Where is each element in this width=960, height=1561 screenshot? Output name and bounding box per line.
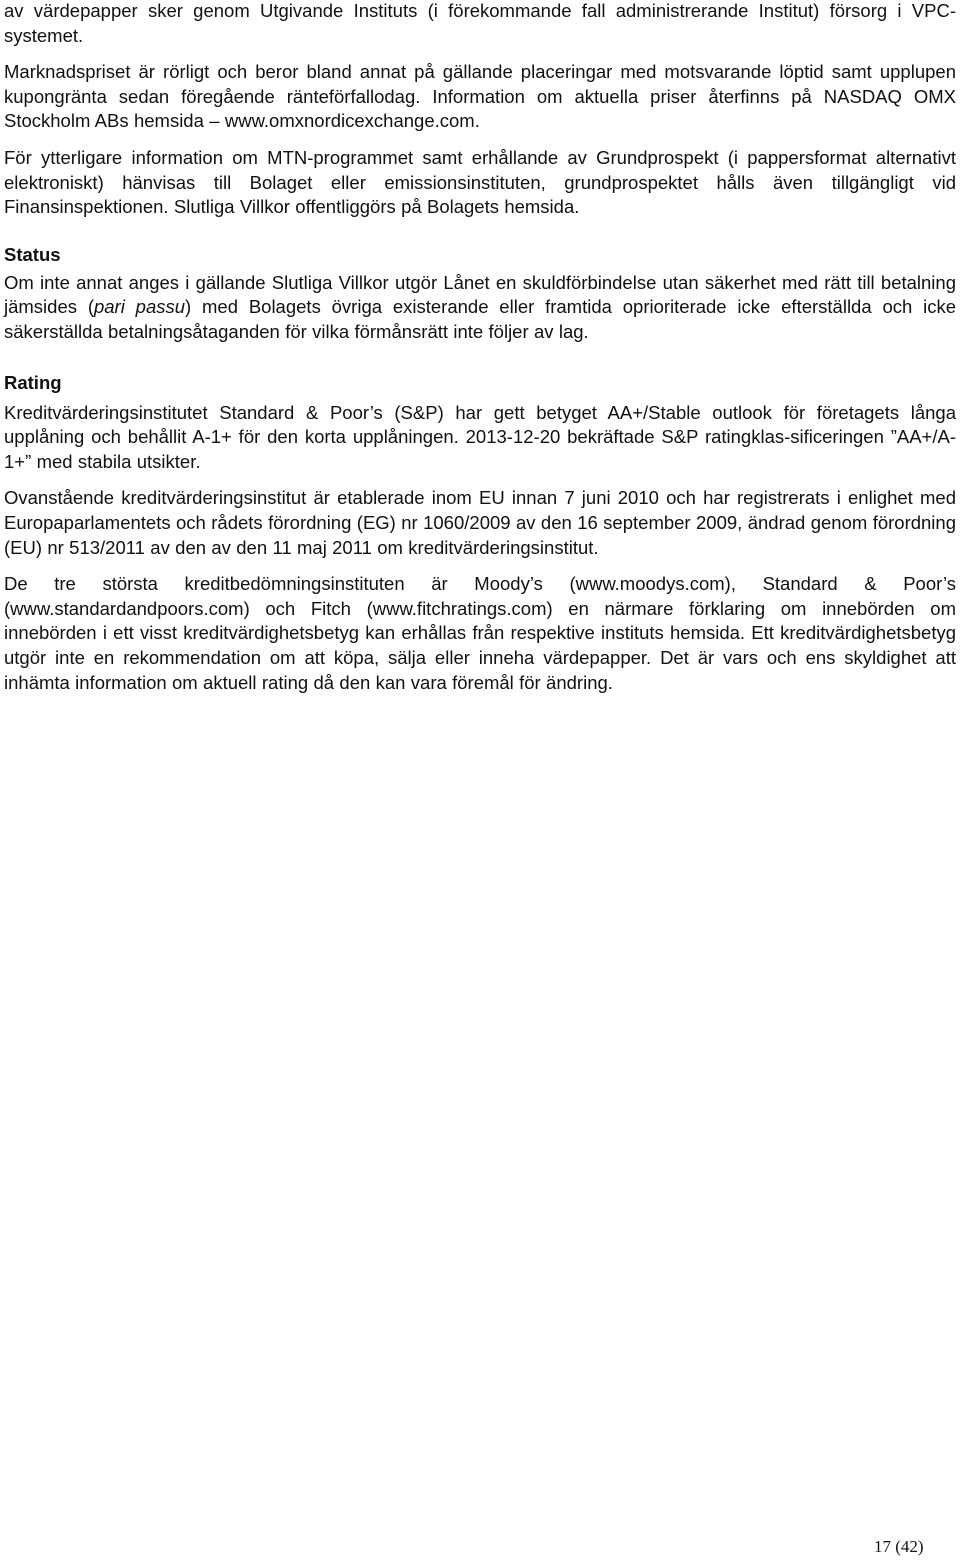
paragraph-further-information (4, 146, 956, 220)
section-heading-status: Status (4, 244, 61, 265)
status-text-before: Om inte annat anges i gällande Slutliga Villkor utgör Lånet en skuldförbindelse utan säkerhet med rätt till betalning jämsides ( (4, 271, 956, 318)
status-text-italic: pari passu (93, 296, 186, 318)
rating-paragraph-2: Ovanstående kreditvärderingsinstitut är etablerade inom EU innan 7 juni 2010 och har registrerats i enlighet med Europaparlamentets och rådets förordning (EG) nr 1060/2009 av den 16 september 2009, ändrad genom förordning (EU) nr 513/2011 av den av den 11 maj 2011 om kreditvärderingsinstitut. (4, 487, 956, 558)
section-heading-rating: Rating (4, 372, 62, 393)
status-text-after: ) med Bolagets övriga existerande eller framtida oprioriterade icke efterställda och icke säkerställda betalningsåtaganden för vilka förmånsrätt inte följer av lag. (4, 296, 957, 342)
rating-paragraph-3: De tre största kreditbedömningsinstituten är Moody’s (www.moodys.com), Standard & Poor’s (www.standardandpoors.com) och Fitch (www.fitchratings.com) en närmare förklaring om innebörden om innebörden i ett visst kreditvärdighetsbetyg kan erhållas från respektive instituts hemsida. Ett kreditvärdighetsbetyg utgör inte en rekommendation om att köpa, sälja eller inneha värdepapper. Det är vars och ens skyldighet att inhämta information om aktuell rating då den kan vara föremål för ändring. (4, 573, 956, 693)
paragraph-text: För ytterligare information om MTN-programmet samt erhållande av Grundprospekt (i pappersformat alternativt elektroniskt) hänvisas till Bolaget eller emissionsinstituten, grundprospektet hålls även tillgängligt vid Finansinspektionen. Slutliga Villkor offentliggörs på Bolagets hemsida. (4, 147, 956, 218)
page-number: 17 (42) (874, 1537, 924, 1556)
paragraph-settlement (4, 0, 956, 48)
paragraph-text: av värdepapper sker genom Utgivande Instituts (i förekommande fall administrerande Institut) försorg i VPC-systemet. (4, 0, 956, 46)
paragraph-text: Marknadspriset är rörligt och beror bland annat på gällande placeringar med motsvarande löptid samt upplupen kupongränta sedan föregående ränteförfallodag. Information om aktuella priser återfinns på NASDAQ OMX Stockholm ABs hemsida – www.omxnordicexchange.com. (4, 61, 956, 132)
rating-paragraph-1: Kreditvärderingsinstitutet Standard & Poor’s (S&P) har gett betyget AA+/Stable outlook för företagets långa upplåning och behållit A-1+ för den korta upplåningen. 2013-12-20 bekräftade S&P ratingklas-sificeringen ”AA+/A-1+” med stabila utsikter. (4, 401, 956, 472)
status-paragraph (4, 271, 956, 345)
section-rating (4, 371, 956, 695)
section-status (4, 243, 956, 344)
paragraph-market-price (4, 60, 956, 134)
